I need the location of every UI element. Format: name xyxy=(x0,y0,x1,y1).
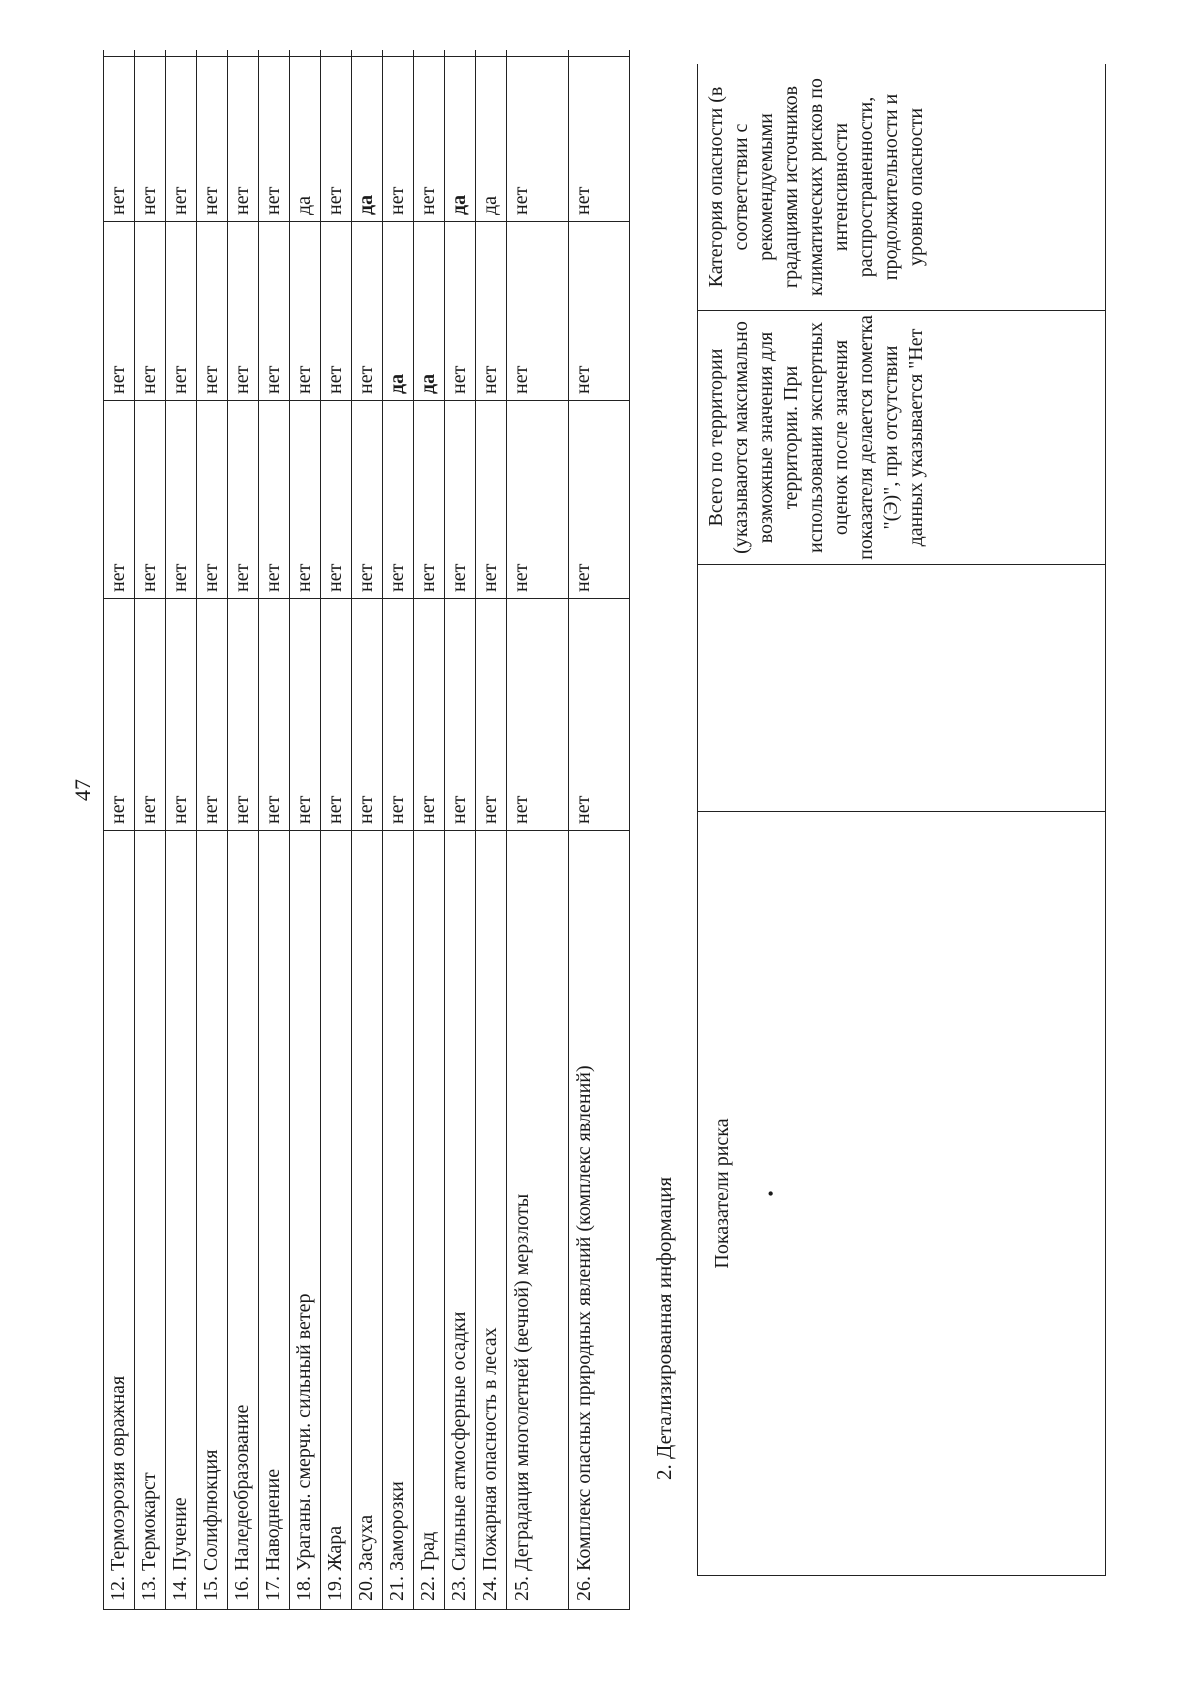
risk-value: нет xyxy=(104,401,135,599)
header-risk-indicators xyxy=(698,812,1106,1576)
header-territory-total: Всего по территории (указываются максимально возможные значения для территории. При использовании экспертных оценок после значения показателя делается пометка "(Э)", при отсутствии данных указывается "Нет xyxy=(698,311,1106,565)
header-empty xyxy=(698,565,1106,812)
table-row xyxy=(352,50,383,1610)
risk-value: нет xyxy=(569,401,630,599)
table-row xyxy=(507,50,569,1610)
risk-value: нет xyxy=(197,57,228,222)
table-row xyxy=(104,50,135,1610)
risk-value: нет xyxy=(445,401,476,599)
risk-value: нет xyxy=(135,57,166,222)
risk-value: нет xyxy=(569,222,630,401)
table-row xyxy=(135,50,166,1610)
risk-value: да xyxy=(352,57,383,222)
header-hazard-category: Категория опасности (в соответствии с рекомендуемыми градациями источников климатических рисков по интенсивности распространенности, продолжительности и уровню опасности xyxy=(698,64,1106,311)
risk-value: нет xyxy=(476,401,507,599)
risk-value: нет xyxy=(383,599,414,831)
risk-name: 13. Термокарст xyxy=(135,831,166,1610)
table-row xyxy=(290,50,321,1610)
header-label: Показатели риска xyxy=(711,1118,733,1269)
risk-value: нет xyxy=(228,401,259,599)
risk-value: нет xyxy=(414,401,445,599)
table-header-row xyxy=(698,64,1106,1576)
risk-value: нет xyxy=(104,222,135,401)
table-row xyxy=(476,50,507,1610)
risk-value: нет xyxy=(383,57,414,222)
risk-name: 25. Деградация многолетней (вечной) мерзлоты xyxy=(507,831,569,1610)
risk-value: да xyxy=(383,222,414,401)
risk-value: нет xyxy=(166,401,197,599)
empty-cell xyxy=(290,50,321,57)
risk-value: нет xyxy=(476,222,507,401)
risk-name: 18. Ураганы. смерчи. сильный ветер xyxy=(290,831,321,1610)
risk-name: 20. Засуха xyxy=(352,831,383,1610)
risk-value: нет xyxy=(135,222,166,401)
risk-value: нет xyxy=(135,401,166,599)
empty-cell xyxy=(569,50,630,57)
table-row xyxy=(197,50,228,1610)
risk-value: нет xyxy=(507,401,569,599)
risk-value: нет xyxy=(228,222,259,401)
risk-table xyxy=(103,50,630,1610)
risk-name: 14. Пучение xyxy=(166,831,197,1610)
risk-value: нет xyxy=(445,222,476,401)
risk-name: 26. Комплекс опасных природных явлений (комплекс явлений) xyxy=(569,831,630,1610)
empty-cell xyxy=(259,50,290,57)
empty-cell xyxy=(197,50,228,57)
risk-value: нет xyxy=(166,222,197,401)
table-row xyxy=(414,50,445,1610)
risk-value: нет xyxy=(507,599,569,831)
risk-value: нет xyxy=(228,599,259,831)
risk-value: нет xyxy=(445,599,476,831)
risk-name: 12. Термоэрозия овражная xyxy=(104,831,135,1610)
empty-cell xyxy=(383,50,414,57)
risk-value: нет xyxy=(321,57,352,222)
empty-cell xyxy=(445,50,476,57)
table-row xyxy=(569,50,630,1610)
risk-value: нет xyxy=(197,222,228,401)
risk-value: нет xyxy=(383,401,414,599)
risk-value: нет xyxy=(290,401,321,599)
risk-value: нет xyxy=(166,57,197,222)
empty-cell xyxy=(476,50,507,57)
risk-value: нет xyxy=(569,57,630,222)
table-row xyxy=(321,50,352,1610)
empty-cell xyxy=(228,50,259,57)
risk-value: да xyxy=(445,57,476,222)
table-row xyxy=(383,50,414,1610)
section-title: 2. Детализированная информация xyxy=(652,1176,676,1480)
risk-name: 24. Пожарная опасность в лесах xyxy=(476,831,507,1610)
empty-cell xyxy=(104,50,135,57)
risk-value: нет xyxy=(104,57,135,222)
risk-value: нет xyxy=(197,401,228,599)
risk-name: 17. Наводнение xyxy=(259,831,290,1610)
risk-value: да xyxy=(476,57,507,222)
risk-value: нет xyxy=(259,599,290,831)
risk-value: нет xyxy=(135,599,166,831)
risk-value: нет xyxy=(414,57,445,222)
risk-name: 21. Заморозки xyxy=(383,831,414,1610)
risk-value: нет xyxy=(166,599,197,831)
risk-name: 15. Солифлюкция xyxy=(197,831,228,1610)
empty-cell xyxy=(166,50,197,57)
empty-cell xyxy=(507,50,569,57)
risk-value: нет xyxy=(290,599,321,831)
risk-value: да xyxy=(414,222,445,401)
page-number: 47 xyxy=(70,779,95,801)
empty-cell xyxy=(321,50,352,57)
bullet-mark: • xyxy=(761,1190,781,1197)
empty-cell xyxy=(414,50,445,57)
risk-value: нет xyxy=(321,599,352,831)
risk-value: нет xyxy=(259,401,290,599)
risk-value: нет xyxy=(507,222,569,401)
risk-value: нет xyxy=(352,222,383,401)
risk-value: нет xyxy=(321,222,352,401)
risk-value: нет xyxy=(197,599,228,831)
empty-cell xyxy=(352,50,383,57)
detail-header-table xyxy=(697,64,1106,1576)
risk-value: нет xyxy=(569,599,630,831)
table-row xyxy=(445,50,476,1610)
risk-value: нет xyxy=(414,599,445,831)
table-row xyxy=(166,50,197,1610)
risk-value: да xyxy=(290,57,321,222)
empty-cell xyxy=(135,50,166,57)
risk-value: нет xyxy=(259,222,290,401)
risk-value: нет xyxy=(507,57,569,222)
risk-value: нет xyxy=(352,401,383,599)
risk-value: нет xyxy=(352,599,383,831)
risk-value: нет xyxy=(259,57,290,222)
table-row xyxy=(259,50,290,1610)
risk-value: нет xyxy=(476,599,507,831)
risk-name: 16. Наледеобразование xyxy=(228,831,259,1610)
risk-value: нет xyxy=(228,57,259,222)
table-row xyxy=(228,50,259,1610)
risk-name: 19. Жара xyxy=(321,831,352,1610)
risk-name: 23. Сильные атмосферные осадки xyxy=(445,831,476,1610)
risk-name: 22. Град xyxy=(414,831,445,1610)
risk-value: нет xyxy=(290,222,321,401)
risk-value: нет xyxy=(321,401,352,599)
risk-value: нет xyxy=(104,599,135,831)
